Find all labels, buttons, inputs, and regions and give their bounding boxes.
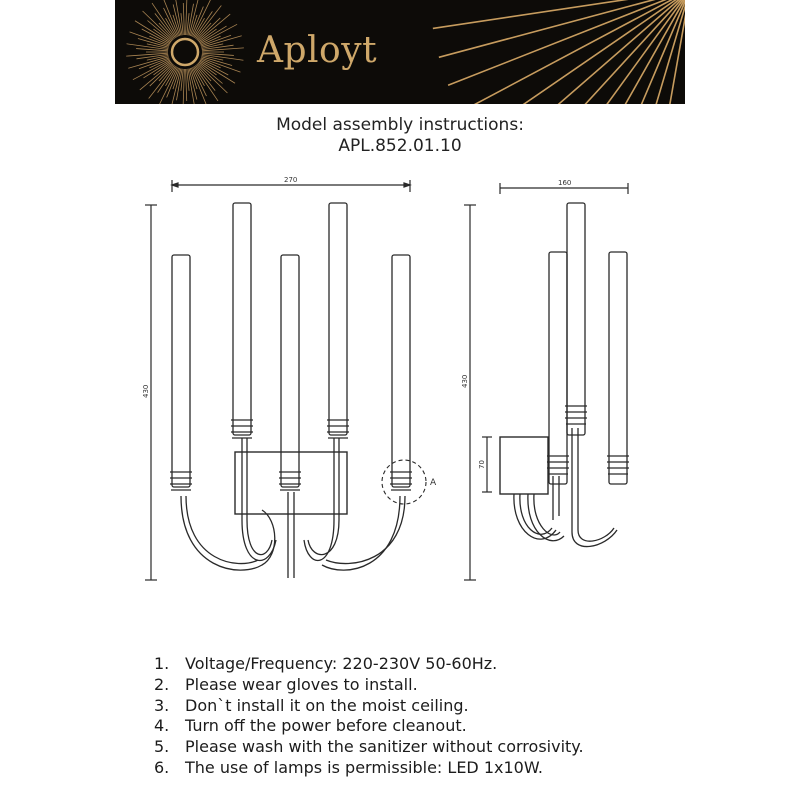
side-height-dimension: [464, 205, 476, 580]
detail-a-marker: [382, 460, 426, 504]
instruction-item: [154, 696, 754, 717]
front-mount-plate: [235, 452, 347, 514]
instruction-item: [154, 737, 754, 758]
instruction-number: 6.: [154, 757, 170, 777]
instruction-text: Please wash with the sanitizer without corrosivity.: [185, 737, 584, 757]
instruction-item: [154, 654, 754, 675]
instruction-number: 5.: [154, 737, 170, 757]
side-tubes: [549, 203, 627, 484]
front-tube-collars: [170, 420, 412, 490]
side-arms: [514, 428, 617, 547]
model-number: APL.852.01.10: [338, 136, 462, 156]
sun-logo-core: [172, 39, 198, 65]
brand-banner: [115, 0, 685, 104]
front-width-label: 270: [284, 176, 298, 184]
technical-drawing: [0, 160, 800, 600]
instruction-item: [154, 758, 754, 779]
front-tubes: [172, 203, 410, 487]
instruction-text: Please wear gloves to install.: [185, 674, 418, 694]
side-base-label: 70: [478, 460, 486, 469]
sunburst-decoration: [115, 0, 685, 104]
side-tube-collars: [547, 406, 629, 474]
instruction-number: 4.: [154, 716, 170, 736]
instruction-number: 3.: [154, 695, 170, 715]
front-height-label: 430: [142, 384, 150, 398]
brand-logo-text: Aployt: [257, 30, 378, 71]
instruction-text: Don`t install it on the moist ceiling.: [185, 695, 469, 715]
instruction-number: 1.: [154, 654, 170, 673]
side-width-label: 160: [558, 179, 572, 187]
side-height-label: 430: [461, 374, 469, 388]
front-arms: [181, 438, 405, 578]
instruction-number: 2.: [154, 674, 170, 694]
instruction-text: Turn off the power before cleanout.: [185, 716, 467, 736]
instructions-title: Model assembly instructions:: [276, 115, 524, 135]
instruction-item: [154, 716, 754, 737]
instruction-item: [154, 675, 754, 696]
side-mount-block: [500, 437, 548, 494]
detail-a-label: A: [430, 478, 437, 488]
corner-rays-decoration: [430, 0, 685, 104]
instructions-list: [154, 654, 754, 779]
instruction-text: The use of lamps is permissible: LED 1x10W.: [185, 757, 543, 777]
instruction-text: Voltage/Frequency: 220-230V 50-60Hz.: [185, 654, 498, 673]
